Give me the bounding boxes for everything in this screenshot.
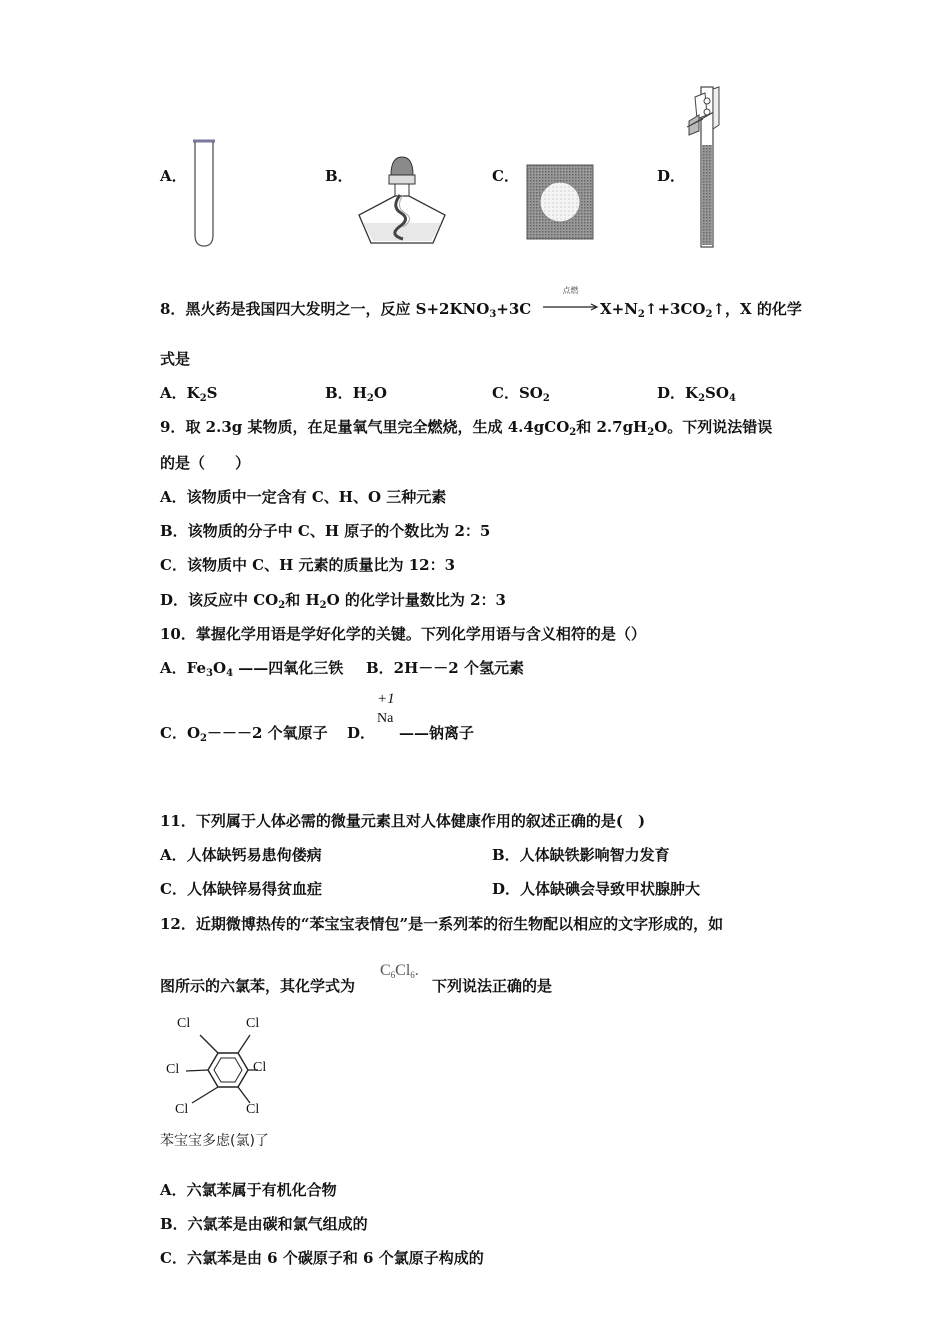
arrow-icon: [543, 303, 598, 311]
q8-option-d: D．$K_2SO_4$: [657, 384, 736, 404]
q9-option-c: C．该物质中 C、H 元素的质量比为 12：3: [160, 556, 456, 574]
q10-option-c: C．$O_2---2$ 个氧原子: [160, 724, 328, 744]
asbestos-gauze-icon: [527, 165, 595, 240]
q11-option-a: A．人体缺钙易患佝偻病: [160, 846, 322, 864]
q10-option-d-symbol: Na: [377, 711, 394, 726]
q12-stem-line2-post: 下列说法正确的是: [432, 977, 553, 995]
q10-option-a: A．$Fe_3O_4$ ——四氧化三铁: [160, 659, 344, 679]
cl-atom-bottom-left: Cl: [175, 1102, 189, 1117]
q8-stem-line1: 8．黑火药是我国四大发明之一，反应 $S+2KNO_3+3C$: [160, 300, 532, 320]
q12-option-c: C．六氯苯是由 6 个碳原子和 6 个氯原子构成的: [160, 1249, 484, 1267]
q8-option-a: A．$K_2S$: [160, 384, 218, 404]
q8-option-c: C．$SO_2$: [492, 384, 550, 404]
reaction-condition: 点燃: [562, 286, 579, 295]
q12-formula: $C_6Cl_6$.: [380, 962, 419, 980]
test-tube-holder-icon: [685, 85, 725, 250]
q8-option-b: B．$H_2O$: [325, 384, 387, 404]
q10-option-b: B．2H－－2 个氢元素: [366, 659, 524, 677]
q12-option-a: A．六氯苯属于有机化合物: [160, 1181, 337, 1199]
q7-option-b-label: B．: [325, 167, 353, 185]
q9-stem-line1: 9．取 2.3g 某物质，在足量氧气里完全燃烧，生成 4.4gCO$_2$和 $2.7gH_2O$。下列说法错误: [160, 418, 773, 438]
alcohol-lamp-icon: [355, 155, 450, 250]
q8-stem-line2: 式是: [160, 350, 191, 368]
cl-atom-top-right: Cl: [246, 1016, 260, 1031]
test-tube-icon: [190, 140, 220, 250]
q9-option-d: D．该反应中 $CO_2$和 $H_2O$ 的化学计量数比为 2：3: [160, 591, 506, 611]
q11-option-d: D．人体缺碘会导致甲状腺肿大: [492, 880, 701, 898]
q12-stem-line1: 12．近期微博热传的“苯宝宝表情包”是一系列苯的衍生物配以相应的文字形成的，如: [160, 915, 724, 933]
q12-stem-line2-pre: 图所示的六氯苯，其化学式为: [160, 977, 356, 995]
q7-option-a-label: A．: [160, 167, 187, 185]
q10-option-d-label: D．: [347, 724, 376, 742]
q7-option-d-label: D．: [657, 167, 686, 185]
q7-option-c-label: C．: [492, 167, 519, 185]
q9-option-a: A．该物质中一定含有 C、H、O 三种元素: [160, 488, 447, 506]
q12-option-b: B．六氯苯是由碳和氯气组成的: [160, 1215, 368, 1233]
q10-stem: 10．掌握化学用语是学好化学的关键。下列化学用语与含义相符的是（）: [160, 625, 646, 643]
q10-option-d-charge: +1: [377, 691, 395, 707]
cl-atom-left: Cl: [166, 1062, 180, 1077]
cl-atom-right: Cl: [253, 1060, 267, 1075]
q11-stem: 11．下列属于人体必需的微量元素且对人体健康作用的叙述正确的是( ): [160, 812, 646, 830]
q9-stem-line2: 的是（ ）: [160, 454, 251, 472]
diagram-caption: 苯宝宝多虑(氯)了: [160, 1133, 269, 1149]
cl-atom-bottom-right: Cl: [246, 1102, 260, 1117]
reaction-arrow: [543, 285, 598, 315]
q10-option-d-text: ——钠离子: [399, 724, 475, 742]
q8-stem-line1-rest: $X+N_2↑+3CO_2↑$，X 的化学: [600, 300, 802, 320]
q9-option-b: B．该物质的分子中 C、H 原子的个数比为 2：5: [160, 522, 491, 540]
cl-atom-top-left: Cl: [177, 1016, 191, 1031]
q11-option-b: B．人体缺铁影响智力发育: [492, 846, 670, 864]
q11-option-c: C．人体缺锌易得贫血症: [160, 880, 322, 898]
